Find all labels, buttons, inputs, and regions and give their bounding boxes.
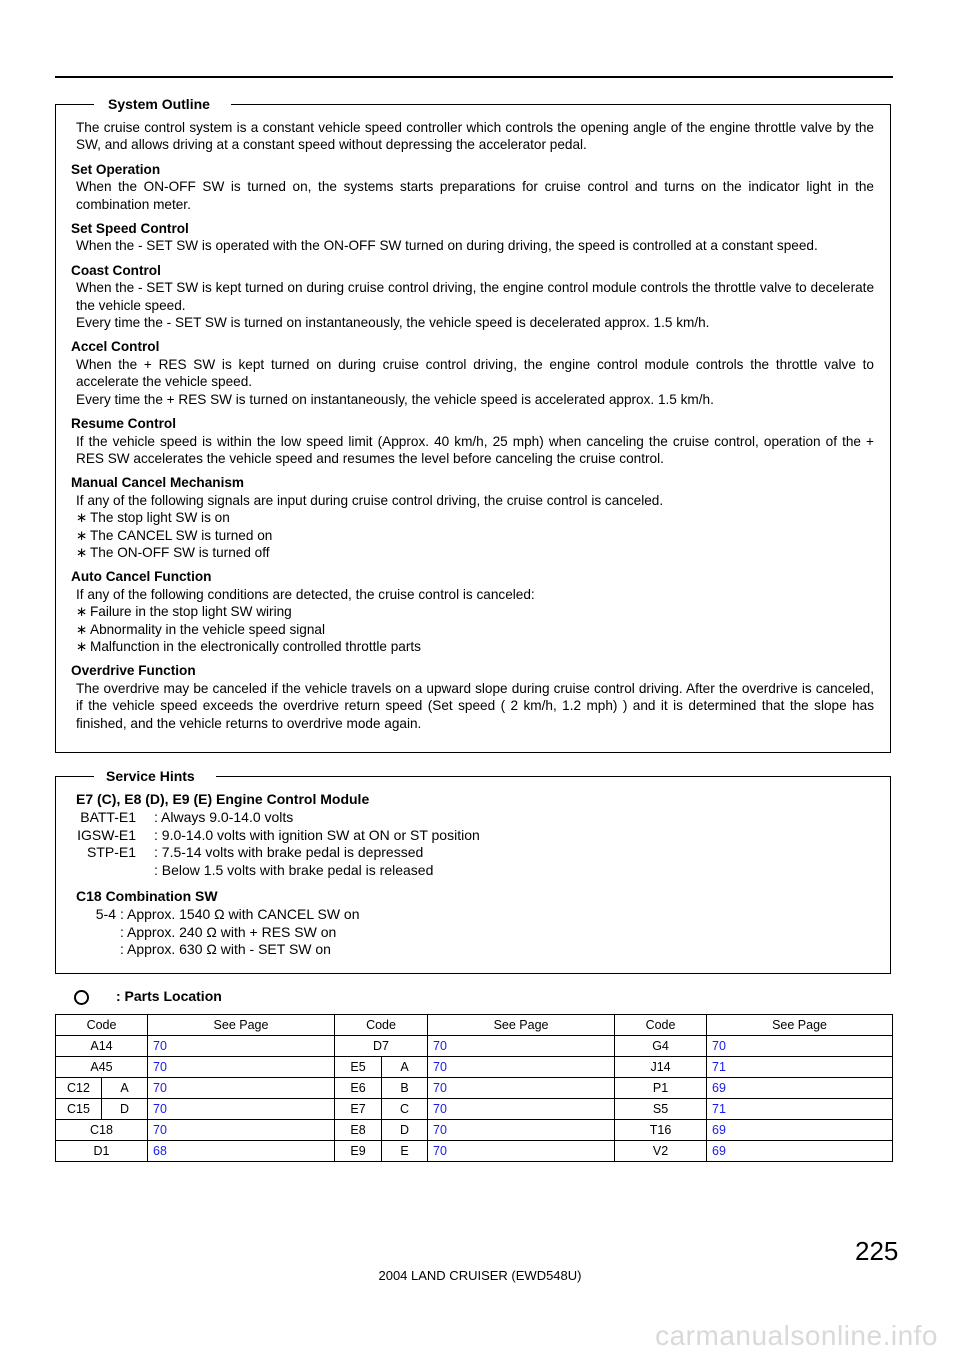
code-cell: E8 [335,1120,382,1141]
code-cell: E6 [335,1078,382,1099]
table-row [56,1120,893,1141]
section-heading: Overdrive Function [71,663,196,679]
see-page-link[interactable]: 70 [428,1099,615,1120]
section-text: Every time the - SET SW is turned on instantaneously, the vehicle speed is decelerated approx. 1.5 km/h. [76,315,710,331]
parts-location-label: : Parts Location [116,988,222,1004]
system-outline-title: System Outline [108,96,210,112]
connector-cell: C [382,1099,428,1120]
connector-cell: D [102,1099,148,1120]
code-cell: C12 [56,1078,102,1099]
see-page-link[interactable]: 69 [707,1078,893,1099]
section-text: When the + RES SW is kept turned on during cruise control driving, the engine control module controls the throttle valve to accelerate the vehicle speed. [76,356,874,390]
see-page-link[interactable]: 71 [707,1057,893,1078]
ecm-heading: E7 (C), E8 (D), E9 (E) Engine Control Module [76,791,370,807]
system-outline-body [71,119,874,732]
see-page-link[interactable]: 68 [148,1141,335,1162]
code-cell: J14 [615,1057,707,1078]
see-page-link[interactable]: 70 [148,1120,335,1141]
code-cell: E7 [335,1099,382,1120]
column-header: Code [335,1015,428,1036]
hint-value: : Approx. 1540 Ω with CANCEL SW on [120,906,360,922]
column-header: Code [615,1015,707,1036]
table-row [56,1141,893,1162]
code-cell: D1 [56,1141,148,1162]
section-text: When the - SET SW is kept turned on during cruise control driving, the engine control module controls the throttle valve to decelerate the vehicle speed. [76,280,874,313]
section-heading: Manual Cancel Mechanism [71,475,244,491]
section-text: The overdrive may be canceled if the vehicle travels on a upward slope during cruise control driving. After the overdrive is canceled, if the vehicle speed exceeds the overdrive return speed (Set speed ( 2 km/h, 1.2 mph) ) and it is determined that the slope has finished, and the vehicle returns to overdrive mode again. [76,680,874,731]
section-heading: Auto Cancel Function [71,569,212,585]
table-row [56,1078,893,1099]
hint-value: : 7.5-14 volts with brake pedal is depressed [154,844,424,860]
top-rule [55,76,893,78]
see-page-link[interactable]: 70 [148,1099,335,1120]
see-page-link[interactable]: 70 [707,1036,893,1057]
page-number: 225 [855,1236,899,1266]
see-page-link[interactable]: 70 [428,1057,615,1078]
code-cell: T16 [615,1120,707,1141]
table-header-row [56,1015,893,1036]
bullet-item: ∗ Failure in the stop light SW wiring [71,603,874,620]
see-page-link[interactable]: 70 [428,1141,615,1162]
column-header: See Page [148,1015,335,1036]
see-page-link[interactable]: 70 [428,1120,615,1141]
see-page-link[interactable]: 70 [428,1036,615,1057]
section-text: If any of the following signals are input during cruise control driving, the cruise control is canceled. [76,492,664,508]
see-page-link[interactable]: 70 [428,1078,615,1099]
code-cell: S5 [615,1099,707,1120]
section-text: Every time the + RES SW is turned on instantaneously, the vehicle speed is accelerated approx. 1.5 km/h. [76,391,714,407]
connector-cell: A [382,1057,428,1078]
section-text: When the - SET SW is operated with the ON-OFF SW turned on during driving, the speed is controlled at a constant speed. [76,238,818,254]
code-cell: E5 [335,1057,382,1078]
bullet-item: ∗ The ON-OFF SW is turned off [71,544,874,561]
table-row [56,1099,893,1120]
connector-cell: D [382,1120,428,1141]
see-page-link[interactable]: 70 [148,1078,335,1099]
see-page-link[interactable]: 69 [707,1141,893,1162]
bullet-item: ∗ Malfunction in the electronically controlled throttle parts [71,638,874,655]
column-header: See Page [428,1015,615,1036]
code-cell: D7 [335,1036,428,1057]
section-heading: Set Speed Control [71,221,189,237]
connector-cell: B [382,1078,428,1099]
footer-title: 2004 LAND CRUISER (EWD548U) [378,1268,582,1283]
see-page-link[interactable]: 69 [707,1120,893,1141]
code-cell: P1 [615,1078,707,1099]
watermark: carmanualsonline.info [655,1320,938,1351]
see-page-link[interactable]: 70 [148,1057,335,1078]
code-cell: A14 [56,1036,148,1057]
box-border [56,776,94,777]
code-cell: V2 [615,1141,707,1162]
outline-intro: The cruise control system is a constant vehicle speed controller which controls the opening angle of the engine throttle valve by the SW, and allows driving at a constant speed without depressing the accelerator pedal. [76,120,874,153]
code-cell: C18 [56,1120,148,1141]
section-text: If the vehicle speed is within the low speed limit (Approx. 40 km/h, 25 mph) when canceling the cruise control, operation of the + RES SW accelerates the vehicle speed and resumes the level before canceling the cruise control. [76,433,874,466]
hint-value: : Always 9.0-14.0 volts [154,809,294,825]
hint-value: : Below 1.5 volts with brake pedal is released [154,861,434,878]
hint-value: : Approx. 630 Ω with - SET SW on [120,941,331,957]
hint-key: BATT-E1 [80,809,136,825]
connector-cell: A [102,1078,148,1099]
hint-value: : 9.0-14.0 volts with ignition SW at ON or ST position [154,826,480,843]
code-cell: G4 [615,1036,707,1057]
system-outline-box [55,96,891,753]
code-cell: C15 [56,1099,102,1120]
section-text: If any of the following conditions are detected, the cruise control is canceled: [76,586,535,602]
hint-key: 5-4 [95,906,116,922]
parts-location-circle-icon [74,990,89,1005]
service-hints-title: Service Hints [106,768,195,784]
section-heading: Accel Control [71,339,160,355]
see-page-link[interactable]: 71 [707,1099,893,1120]
parts-location-table [55,1014,893,1162]
box-border [231,104,890,105]
column-header: See Page [707,1015,893,1036]
code-cell: E9 [335,1141,382,1162]
section-heading: Set Operation [71,161,161,177]
section-text: When the ON-OFF SW is turned on, the systems starts preparations for cruise control and turns on the indicator light in the combination meter. [76,179,874,212]
hint-value: : Approx. 240 Ω with + RES SW on [120,923,337,940]
column-header: Code [56,1015,148,1036]
table-row [56,1036,893,1057]
see-page-link[interactable]: 70 [148,1036,335,1057]
code-cell: A45 [56,1057,148,1078]
section-heading: Resume Control [71,416,176,432]
bullet-item: ∗ The stop light SW is on [71,509,874,526]
box-border [56,104,94,105]
table-row [56,1057,893,1078]
bullet-item: ∗ The CANCEL SW is turned on [71,527,874,544]
service-hints-box [55,768,891,974]
bullet-item: ∗ Abnormality in the vehicle speed signal [71,621,874,638]
connector-cell: E [382,1141,428,1162]
section-heading: Coast Control [71,262,161,278]
hint-key: STP-E1 [86,844,136,860]
hint-key: IGSW-E1 [77,826,136,843]
combination-sw-heading: C18 Combination SW [76,888,218,904]
box-border [216,776,890,777]
